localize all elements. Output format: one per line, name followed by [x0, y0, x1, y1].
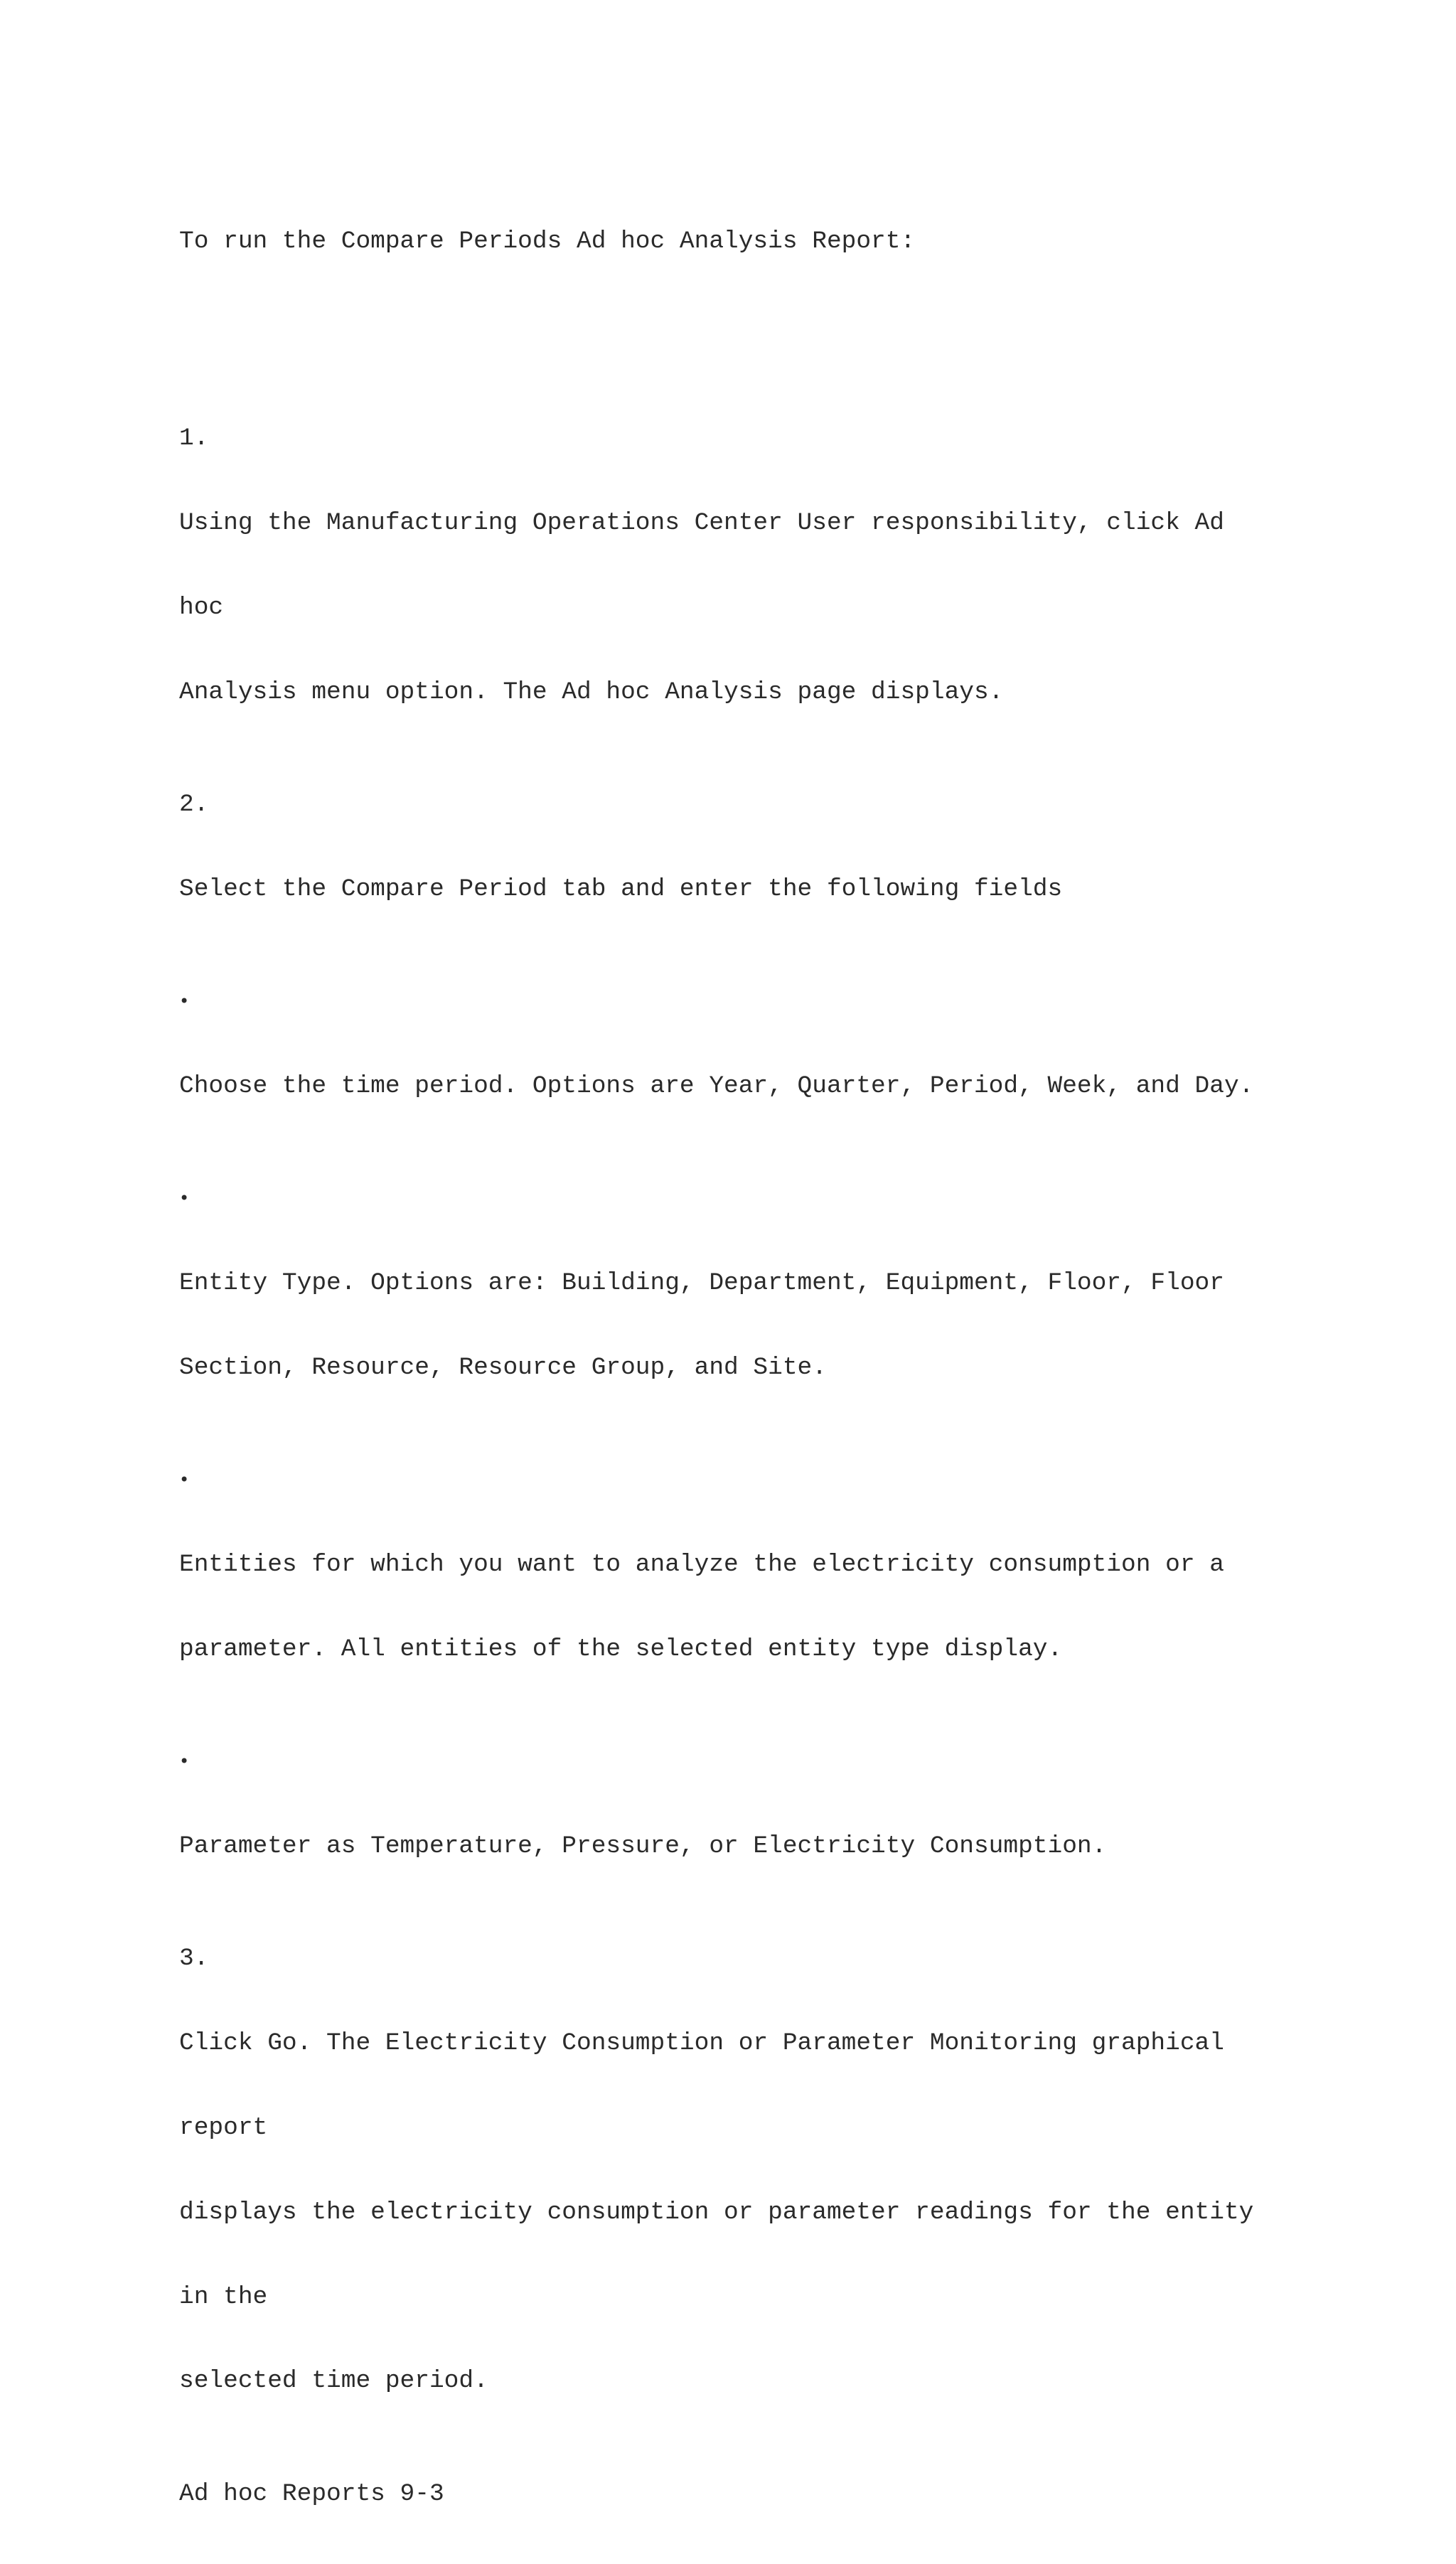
step-3-line: in the: [179, 2282, 268, 2311]
step-1-line: Using the Manufacturing Operations Center User responsibility, click Ad: [179, 509, 1224, 538]
step-1-line: hoc: [179, 593, 224, 621]
document-body: [179, 171, 1352, 2564]
step-3-line: displays the electricity consumption or parameter readings for the entity: [179, 2198, 1254, 2226]
bullet-3-line: Entities for which you want to analyze the electricity consumption or a: [179, 1551, 1224, 1579]
bullet-4-line: Parameter as Temperature, Pressure, or Electricity Consumption.: [179, 1832, 1107, 1861]
step-1-line: Analysis menu option. The Ad hoc Analysis page displays.: [179, 678, 1004, 706]
bullet-1-line: Choose the time period. Options are Year, Quarter, Period, Week, and Day.: [179, 1072, 1254, 1100]
bullet-marker: •: [179, 1470, 190, 1490]
page-footer: Ad hoc Reports 9-3: [179, 2479, 444, 2508]
step-number-3: 3.: [179, 1945, 209, 1973]
bullet-3-line: parameter. All entities of the selected entity type display.: [179, 1635, 1063, 1663]
step-2-line: Select the Compare Period tab and enter the following fields: [179, 875, 1063, 903]
step-number-2: 2.: [179, 791, 209, 819]
step-number-1: 1.: [179, 424, 209, 453]
bullet-marker: •: [179, 1751, 190, 1772]
step-3-line: report: [179, 2113, 268, 2142]
step-3-line: Click Go. The Electricity Consumption or Parameter Monitoring graphical: [179, 2029, 1224, 2058]
intro-heading: To run the Compare Periods Ad hoc Analysis Report:: [179, 228, 916, 256]
bullet-marker: •: [179, 1188, 190, 1209]
paragraph-gap: [179, 312, 1352, 341]
step-3-line: selected time period.: [179, 2367, 488, 2395]
bullet-marker: •: [179, 991, 190, 1012]
bullet-2-line: Section, Resource, Resource Group, and Site.: [179, 1353, 827, 1382]
bullet-2-line: Entity Type. Options are: Building, Department, Equipment, Floor, Floor: [179, 1269, 1224, 1298]
